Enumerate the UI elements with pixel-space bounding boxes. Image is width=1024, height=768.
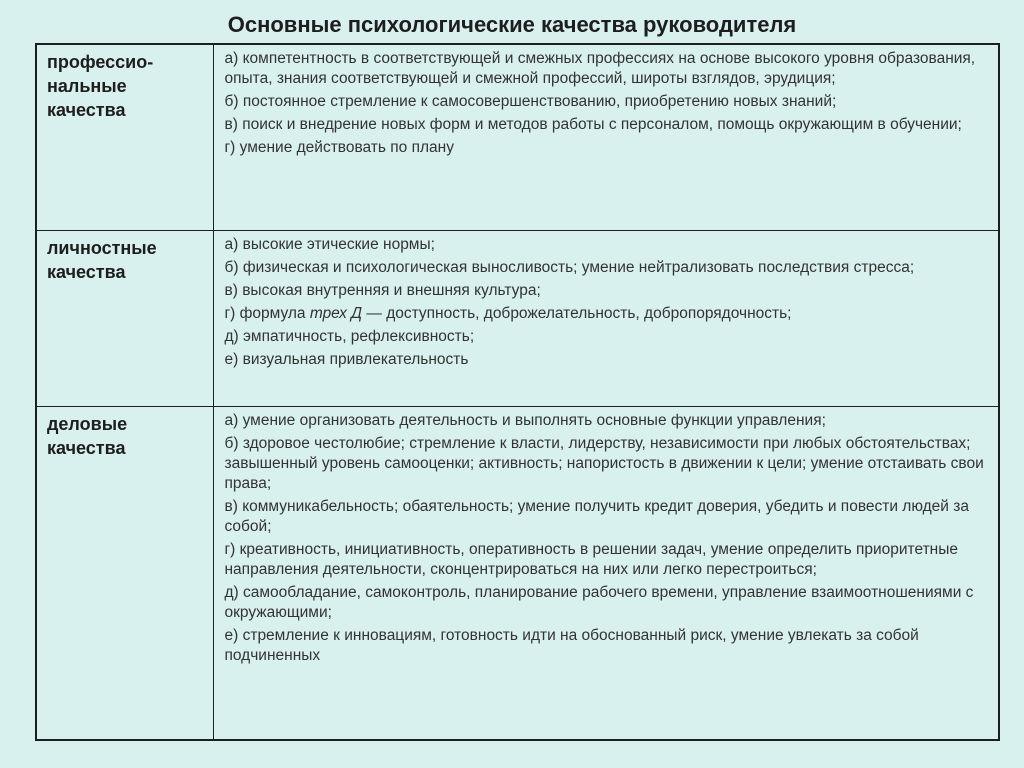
list-item: б) физическая и психологическая выносливость; умение нейтрализовать последствия стресса; [224, 258, 915, 276]
list-item: г) умение действовать по плану [224, 139, 454, 156]
category-label [36, 44, 213, 230]
list-item: г) креативность, инициативность, оперативность в решении задач, умение определить приоритетные направления деятельности, сконцентрироваться на них или легко перестроиться; [224, 540, 958, 578]
table-row-professional [36, 44, 999, 230]
list-item: е) стремление к инновациям, готовность идти на обоснованный риск, умение увлекать за собой подчиненных [224, 626, 919, 664]
table-row-personal [36, 230, 999, 406]
item-emphasis: трех Д [309, 304, 363, 322]
list-item [225, 304, 989, 324]
category-personal: личностные качества [47, 237, 157, 282]
item-prefix: г) формула [224, 304, 310, 322]
list-item: б) здоровое честолюбие; стремление к власти, лидерству, независимости при любых обстоятельствах; завышенный уровень самооценки; активность; напористость в движении к цели; умение отстаивать свои права; [224, 434, 984, 492]
items-cell [213, 406, 999, 740]
list-item: а) высокие этические нормы; [224, 235, 435, 253]
list-item: б) постоянное стремление к самосовершенствованию, приобретению новых знаний; [224, 93, 837, 110]
list-item: в) коммуникабельность; обаятельность; умение получить кредит доверия, убедить и повести людей за собой; [224, 497, 969, 535]
items-cell [213, 230, 999, 406]
category-label [36, 406, 213, 740]
list-item: д) самообладание, самоконтроль, планирование рабочего времени, управление взаимоотношениями с окружающими; [224, 583, 974, 621]
list-item: в) высокая внутренняя и внешняя культура; [224, 281, 541, 299]
qualities-table [35, 43, 1000, 741]
list-item: е) визуальная привлекательность [224, 350, 469, 368]
page-title: Основные психологические качества руководителя [227, 12, 797, 37]
list-item: в) поиск и внедрение новых форм и методов работы с персоналом, помощь окружающим в обучении; [224, 116, 962, 133]
items-cell [213, 44, 999, 230]
list-item: д) эмпатичность, рефлексивность; [224, 327, 475, 345]
category-business: деловые качества [47, 413, 128, 458]
category-professional: профессио- нальные качества [47, 52, 154, 120]
table-row-business [36, 406, 999, 740]
item-suffix: — доступность, доброжелательность, добропорядочность; [362, 304, 792, 322]
list-item: а) умение организовать деятельность и выполнять основные функции управления; [224, 411, 826, 429]
category-label [36, 230, 213, 406]
list-item: а) компетентность в соответствующей и смежных профессиях на основе высокого уровня образования, опыта, знания соответствующей и смежной профессий, широты взглядов, эрудиция; [224, 50, 976, 87]
